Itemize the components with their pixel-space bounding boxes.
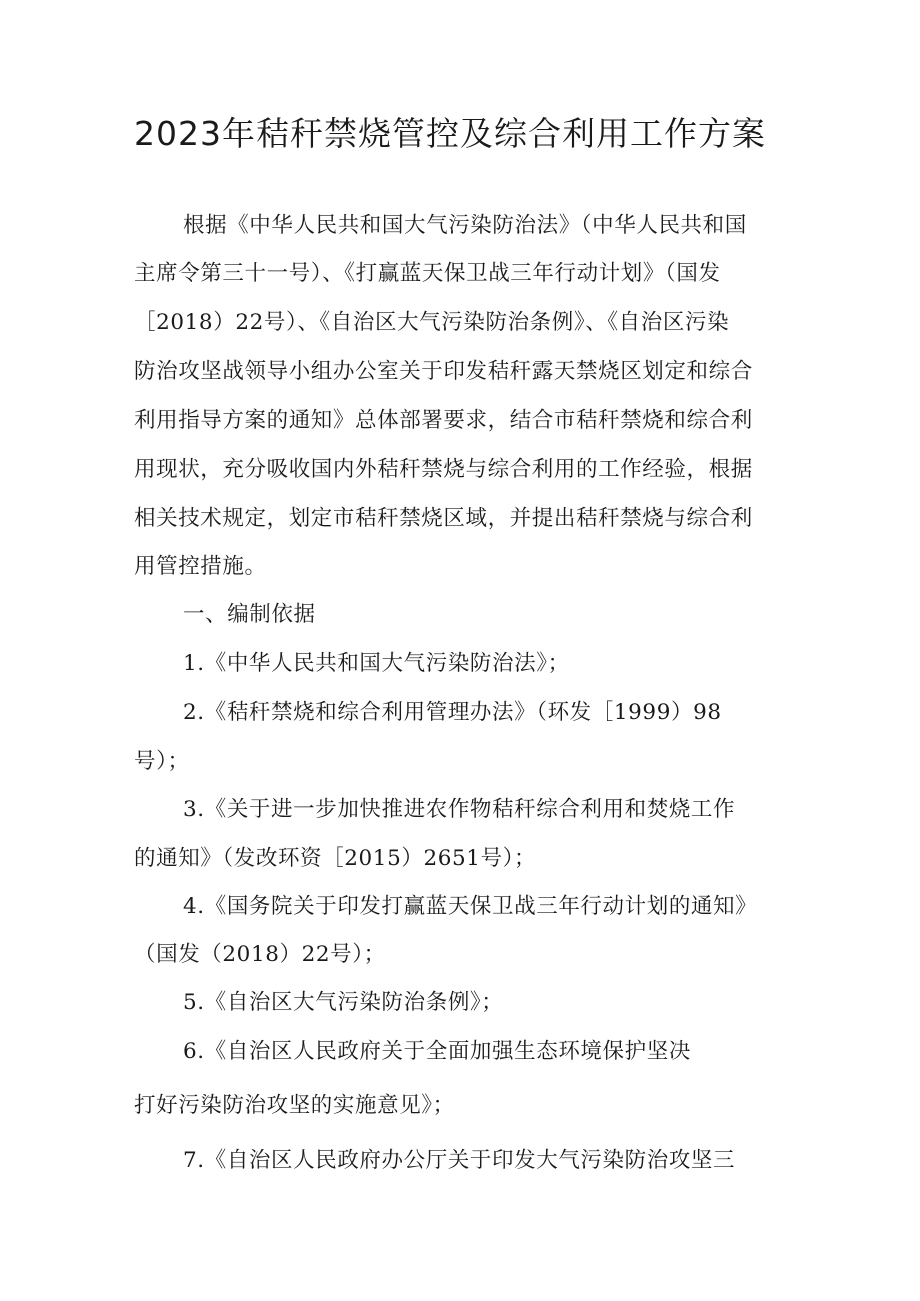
list-item-continuation: 的通知》（发改环资［2015）2651号）； <box>134 846 537 871</box>
paragraph-line: 用现状，充分吸收国内外秸秆禁烧与综合利用的工作经验，根据 <box>134 457 753 482</box>
list-item: 4.《国务院关于印发打赢蓝天保卫战三年行动计划的通知》 <box>183 894 758 919</box>
list-item-continuation: 打好污染防治攻坚的实施意见》； <box>134 1093 455 1118</box>
list-item-continuation: 号）； <box>134 749 190 774</box>
list-item: 7.《自治区人民政府办公厅关于印发大气污染防治攻坚三 <box>183 1148 736 1173</box>
list-item-continuation: （国发（2018）22号）； <box>134 942 386 967</box>
list-item: 3.《关于进一步加快推进农作物秸秆综合利用和焚烧工作 <box>183 797 736 822</box>
paragraph-line: 利用指导方案的通知》总体部署要求，结合市秸秆禁烧和综合利 <box>134 408 753 433</box>
document-title: 2023年秸秆禁烧管控及综合利用工作方案 <box>134 114 766 153</box>
paragraph-line: 相关技术规定，划定市秸秆禁烧区域，并提出秸秆禁烧与综合利 <box>134 506 753 531</box>
paragraph-line: 用管控措施。 <box>134 554 267 579</box>
list-item: 1.《中华人民共和国大气污染防治法》； <box>183 651 570 676</box>
paragraph-line: 主席令第三十一号）、《打赢蓝天保卫战三年行动计划》（国发 <box>134 261 721 286</box>
list-item: 5.《自治区大气污染防治条例》； <box>183 990 504 1015</box>
paragraph-line: 根据《中华人民共和国大气污染防治法》（中华人民共和国 <box>183 213 747 238</box>
list-item: 2.《秸秆禁烧和综合利用管理办法》（环发［1999）98 <box>183 700 722 725</box>
paragraph-line: 防治攻坚战领导小组办公室关于印发秸秆露天禁烧区划定和综合 <box>134 359 753 384</box>
list-item: 6.《自治区人民政府关于全面加强生态环境保护坚决 <box>183 1039 691 1064</box>
section-heading: 一、编制依据 <box>183 602 316 627</box>
paragraph-line: ［2018）22号）、《自治区大气污染防治条例》、《自治区污染 <box>134 310 730 335</box>
